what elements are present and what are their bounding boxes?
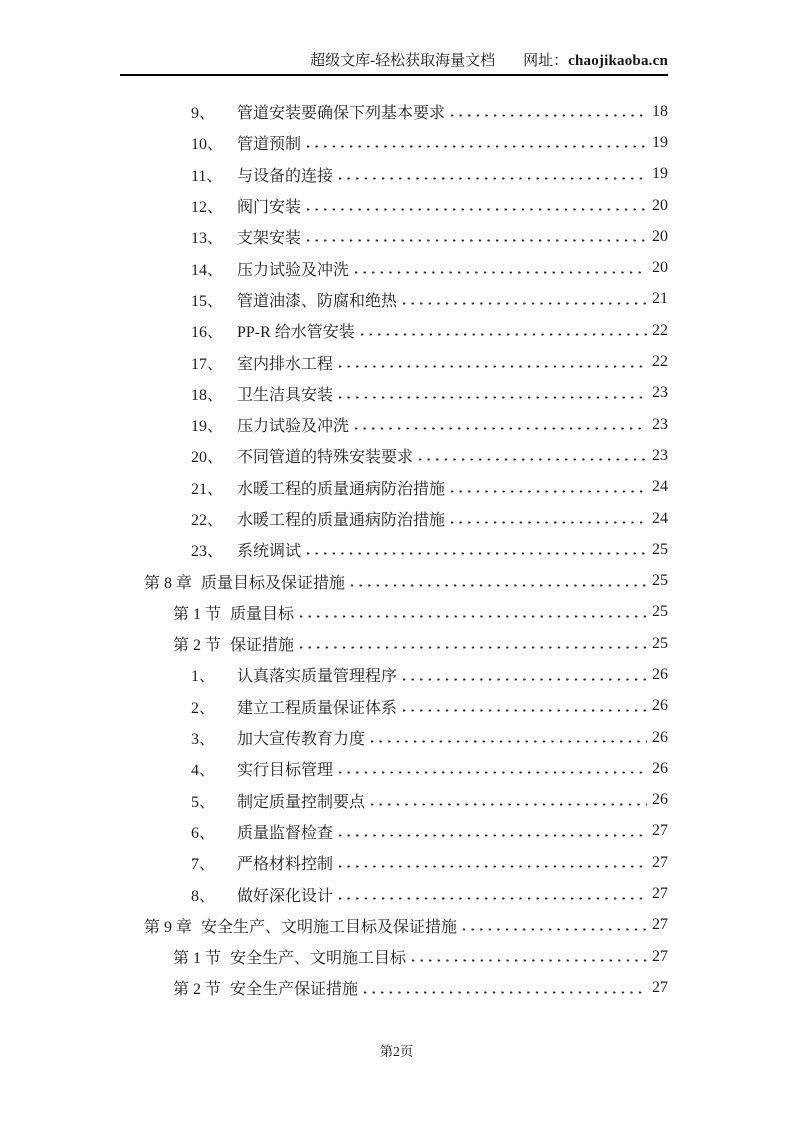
toc-entry[interactable] bbox=[120, 252, 668, 283]
toc-entry-title: 认真落实质量管理程序 bbox=[237, 668, 398, 686]
toc-entry[interactable] bbox=[120, 315, 668, 346]
dot-leader bbox=[304, 221, 647, 252]
toc-entry[interactable] bbox=[120, 910, 668, 941]
toc-entry[interactable] bbox=[120, 159, 668, 190]
toc-entry-page: 23 bbox=[652, 384, 668, 402]
toc-entry[interactable] bbox=[120, 691, 668, 722]
toc-entry-page: 27 bbox=[652, 822, 668, 840]
toc-entry-page: 26 bbox=[652, 728, 668, 746]
toc-entry-number: 23、 bbox=[191, 543, 224, 561]
toc-entry-number: 11、 bbox=[191, 167, 223, 185]
toc-entry-number: 19、 bbox=[191, 418, 224, 436]
toc-entry-title: 系统调试 bbox=[237, 543, 302, 561]
toc-entry-number: 第 2 节 bbox=[173, 637, 222, 655]
toc-entry-number: 12、 bbox=[191, 199, 224, 217]
toc-entry-number: 17、 bbox=[191, 355, 224, 373]
toc-entry-title: 不同管道的特殊安装要求 bbox=[237, 449, 414, 467]
toc-entry[interactable] bbox=[120, 628, 668, 659]
toc-entry-title: 加大宣传教育力度 bbox=[237, 731, 366, 749]
dot-leader bbox=[400, 691, 647, 722]
toc-entry[interactable] bbox=[120, 941, 668, 972]
toc-entry-page: 26 bbox=[652, 665, 668, 683]
toc-entry-title: 管道油漆、防腐和绝热 bbox=[237, 292, 398, 310]
toc-entry-page: 27 bbox=[652, 978, 668, 996]
toc-entry-title: 管道预制 bbox=[237, 136, 302, 154]
toc-entry[interactable] bbox=[120, 190, 668, 221]
dot-leader bbox=[297, 628, 647, 659]
dot-leader bbox=[304, 534, 647, 565]
dot-leader bbox=[368, 722, 647, 753]
toc-entry-number: 1、 bbox=[191, 668, 216, 686]
toc-entry-number: 第 1 节 bbox=[173, 950, 222, 968]
toc-entry-title: 室内排水工程 bbox=[237, 355, 334, 373]
toc-entry[interactable] bbox=[120, 127, 668, 158]
toc-entry-number: 9、 bbox=[191, 105, 216, 123]
toc-entry-number: 8、 bbox=[191, 887, 216, 905]
toc-entry-number: 3、 bbox=[191, 731, 216, 749]
toc-entry-page: 24 bbox=[652, 478, 668, 496]
toc-entry-title: 水暖工程的质量通病防治措施 bbox=[237, 480, 446, 498]
toc-entry[interactable] bbox=[120, 96, 668, 127]
toc-entry-page: 27 bbox=[652, 947, 668, 965]
dot-leader bbox=[336, 878, 647, 909]
dot-leader bbox=[368, 785, 647, 816]
toc-entry-page: 20 bbox=[652, 196, 668, 214]
toc-entry[interactable] bbox=[120, 440, 668, 471]
toc-entry-page: 18 bbox=[652, 102, 668, 120]
toc-entry-title: 支架安装 bbox=[237, 230, 302, 248]
header-url-label: 网址： bbox=[523, 53, 569, 69]
dot-leader bbox=[361, 972, 647, 1003]
toc-entry-number: 13、 bbox=[191, 230, 224, 248]
dot-leader bbox=[336, 378, 647, 409]
dot-leader bbox=[348, 565, 647, 596]
toc-entry-number: 22、 bbox=[191, 512, 224, 529]
toc-entry-number: 6、 bbox=[191, 824, 216, 842]
dot-leader bbox=[400, 659, 647, 690]
dot-leader bbox=[448, 472, 647, 503]
toc-entry-title: PP-R 给水管安装 bbox=[237, 324, 355, 342]
dot-leader bbox=[304, 190, 647, 221]
dot-leader bbox=[336, 346, 647, 377]
toc-entry-title: 实行目标管理 bbox=[237, 762, 334, 780]
toc-entry-number: 16、 bbox=[191, 324, 224, 342]
toc-entry[interactable] bbox=[120, 722, 668, 753]
toc-entry[interactable] bbox=[120, 534, 668, 565]
dot-leader bbox=[448, 503, 647, 534]
page-footer bbox=[0, 1040, 793, 1060]
dot-leader bbox=[448, 96, 647, 127]
toc-entry-title: 安全生产、文明施工目标及保证措施 bbox=[201, 918, 458, 936]
dot-leader bbox=[336, 847, 647, 878]
toc-entry-page: 23 bbox=[652, 446, 668, 464]
dot-leader bbox=[409, 941, 647, 972]
toc-entry[interactable] bbox=[120, 503, 668, 534]
toc-entry-title: 安全生产保证措施 bbox=[230, 981, 359, 999]
toc-entry-title: 严格材料控制 bbox=[237, 856, 334, 874]
toc-entry[interactable] bbox=[120, 597, 668, 628]
toc-entry-number: 15、 bbox=[191, 292, 224, 310]
dot-leader bbox=[416, 440, 647, 471]
page-header bbox=[120, 49, 668, 70]
toc-entry-number: 2、 bbox=[191, 699, 216, 717]
dot-leader bbox=[358, 315, 647, 346]
toc-entry-title: 质量目标及保证措施 bbox=[201, 574, 346, 592]
toc-entry-title: 做好深化设计 bbox=[237, 887, 334, 905]
toc-entry-page: 22 bbox=[652, 321, 668, 339]
toc-entry-page: 23 bbox=[652, 415, 668, 433]
toc-entry-number: 第 9 章 bbox=[144, 918, 193, 936]
toc-entry-page: 27 bbox=[652, 916, 668, 934]
toc-entry[interactable] bbox=[120, 972, 668, 1003]
toc-entry[interactable] bbox=[120, 785, 668, 816]
toc-entry-title: 阀门安装 bbox=[237, 199, 302, 217]
toc-entry-page: 27 bbox=[652, 853, 668, 871]
header-divider bbox=[120, 74, 668, 76]
toc-entry-number: 21、 bbox=[191, 480, 224, 498]
toc-entry-title: 质量监督检查 bbox=[237, 824, 334, 842]
table-of-contents bbox=[120, 96, 668, 1004]
dot-leader bbox=[336, 159, 647, 190]
header-site-label: 超级文库-轻松获取海量文档 bbox=[310, 53, 496, 69]
toc-entry-title: 安全生产、文明施工目标 bbox=[230, 950, 407, 968]
toc-entry-title: 建立工程质量保证体系 bbox=[237, 699, 398, 717]
toc-entry-title: 保证措施 bbox=[230, 637, 295, 655]
toc-entry[interactable] bbox=[120, 409, 668, 440]
toc-entry-title: 压力试验及冲洗 bbox=[237, 261, 350, 279]
toc-entry-page: 27 bbox=[652, 885, 668, 903]
toc-entry-page: 26 bbox=[652, 697, 668, 715]
toc-entry-page: 19 bbox=[652, 133, 668, 151]
page-number: 第2页 bbox=[379, 1044, 414, 1059]
toc-entry-number: 5、 bbox=[191, 793, 216, 811]
header-url: chaojikaoba.cn bbox=[568, 53, 668, 69]
toc-entry-number: 第 1 节 bbox=[173, 605, 222, 623]
toc-entry[interactable] bbox=[120, 346, 668, 377]
dot-leader bbox=[297, 597, 647, 628]
toc-entry-title: 制定质量控制要点 bbox=[237, 793, 366, 811]
toc-entry[interactable] bbox=[120, 753, 668, 784]
toc-entry-title: 水暖工程的质量通病防治措施 bbox=[237, 512, 446, 529]
dot-leader bbox=[352, 409, 647, 440]
toc-entry-page: 24 bbox=[652, 509, 668, 527]
dot-leader bbox=[400, 284, 647, 315]
toc-entry-number: 第 2 节 bbox=[173, 981, 222, 999]
toc-entry-title: 与设备的连接 bbox=[237, 167, 334, 185]
toc-entry-page: 26 bbox=[652, 759, 668, 777]
toc-entry[interactable] bbox=[120, 472, 668, 503]
toc-entry[interactable] bbox=[120, 565, 668, 596]
toc-entry-number: 20、 bbox=[191, 449, 224, 467]
toc-entry-page: 21 bbox=[652, 290, 668, 308]
toc-entry-title: 压力试验及冲洗 bbox=[237, 418, 350, 436]
dot-leader bbox=[352, 252, 647, 283]
toc-entry-page: 26 bbox=[652, 791, 668, 809]
toc-entry[interactable] bbox=[120, 378, 668, 409]
toc-entry[interactable] bbox=[120, 284, 668, 315]
toc-entry-number: 4、 bbox=[191, 762, 216, 780]
toc-entry-title: 质量目标 bbox=[230, 605, 295, 623]
toc-entry-number: 第 8 章 bbox=[144, 574, 193, 592]
toc-entry[interactable] bbox=[120, 847, 668, 878]
dot-leader bbox=[336, 816, 647, 847]
toc-entry[interactable] bbox=[120, 816, 668, 847]
toc-entry-number: 14、 bbox=[191, 261, 224, 279]
toc-entry[interactable] bbox=[120, 659, 668, 690]
toc-entry-number: 10、 bbox=[191, 136, 224, 154]
toc-entry-page: 25 bbox=[652, 634, 668, 652]
dot-leader bbox=[336, 753, 647, 784]
dot-leader bbox=[304, 127, 647, 158]
toc-entry-number: 18、 bbox=[191, 386, 224, 404]
toc-entry-number: 7、 bbox=[191, 856, 216, 874]
toc-entry-page: 25 bbox=[652, 540, 668, 558]
toc-entry-page: 20 bbox=[652, 227, 668, 245]
toc-entry[interactable] bbox=[120, 878, 668, 909]
dot-leader bbox=[460, 910, 647, 941]
toc-entry-page: 20 bbox=[652, 259, 668, 277]
toc-entry-page: 22 bbox=[652, 353, 668, 371]
toc-entry-page: 25 bbox=[652, 603, 668, 621]
toc-entry-title: 卫生洁具安装 bbox=[237, 386, 334, 404]
toc-entry-page: 25 bbox=[652, 572, 668, 590]
toc-entry-page: 19 bbox=[652, 165, 668, 183]
toc-entry[interactable] bbox=[120, 221, 668, 252]
toc-entry-title: 管道安装要确保下列基本要求 bbox=[237, 105, 446, 123]
